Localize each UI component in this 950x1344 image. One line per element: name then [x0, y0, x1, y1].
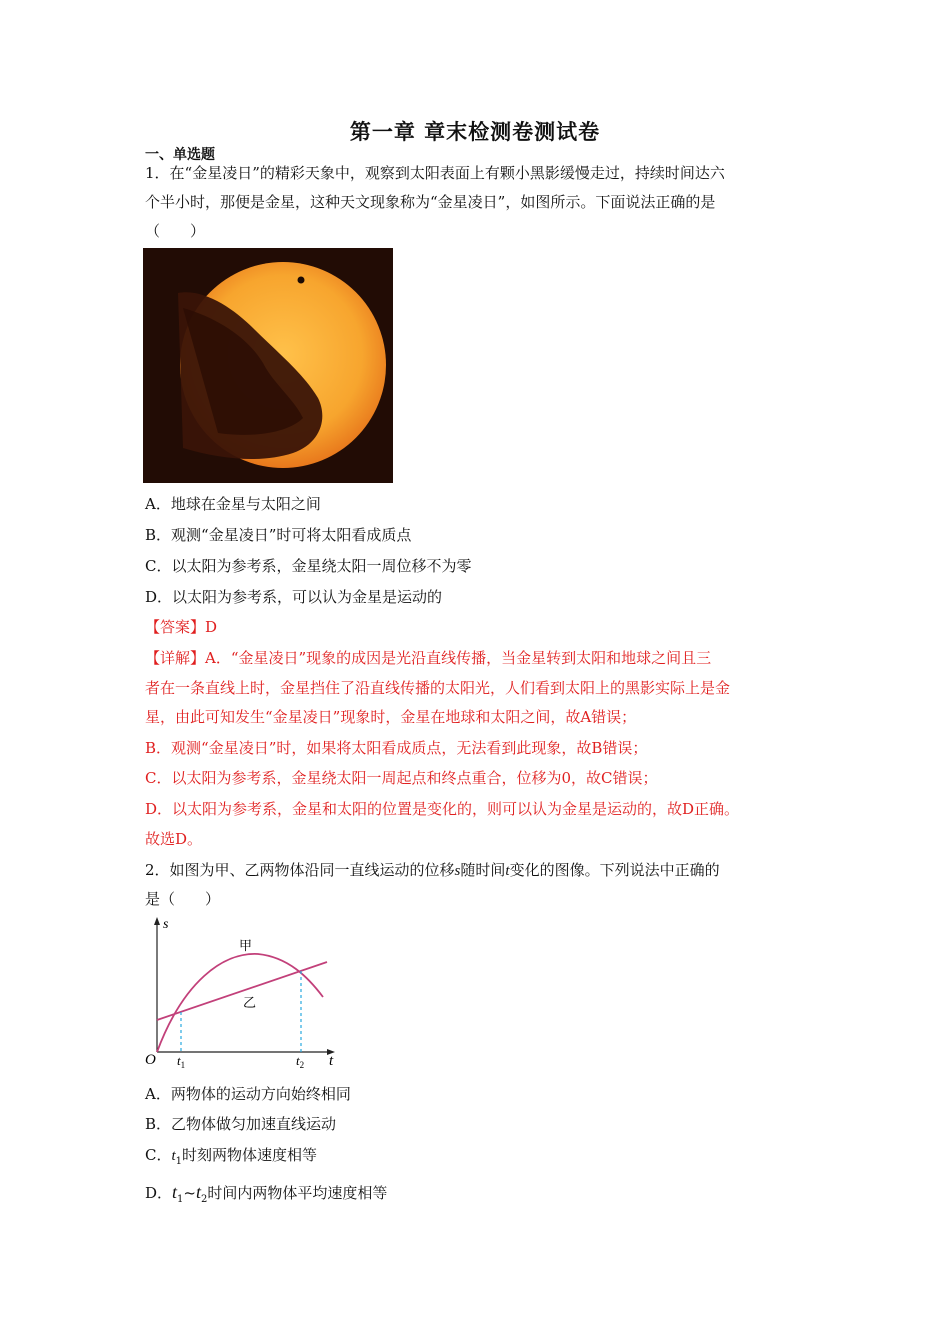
label-jia: 甲 — [239, 939, 253, 954]
s-axis-label: s — [163, 917, 169, 932]
q1-explain-line-1: 【详解】A．“金星凌日”现象的成因是光沿直线传播，当金星转到太阳和地球之间且三 — [145, 649, 712, 667]
q1-explain-line-3: 星，由此可知发生“金星凌日”现象时，金星在地球和太阳之间，故A错误； — [145, 708, 637, 726]
t-axis-label: t — [329, 1053, 334, 1069]
q1-option-b: B．观测“金星凌日”时可将太阳看成质点 — [145, 526, 412, 544]
q2-option-b: B．乙物体做匀加速直线运动 — [145, 1115, 337, 1133]
q2-option-d: D．$t_1\sim t_2$时间内两物体平均速度相等 — [145, 1182, 388, 1205]
q1-option-d: D．以太阳为参考系，可以认为金星是运动的 — [145, 588, 443, 606]
curve-jia — [157, 954, 323, 1052]
q1-option-c: C．以太阳为参考系，金星绕太阳一周位移不为零 — [145, 557, 472, 575]
q2-stem-line-1: 2．如图为甲、乙两物体沿同一直线运动的位移s随时间t变化的图像。下列说法中正确的 — [145, 861, 720, 879]
q1-option-a: A．地球在金星与太阳之间 — [145, 495, 321, 513]
label-yi: 乙 — [243, 996, 257, 1011]
venus-transit-photo — [143, 248, 393, 483]
t1-label: $t_1$ — [177, 1053, 186, 1070]
q2-option-c: C．$t_1$时刻两物体速度相等 — [145, 1146, 318, 1167]
q1-explain-line-4: B．观测“金星凌日”时，如果将太阳看成质点，无法看到此现象，故B错误； — [145, 739, 648, 757]
q1-explain-line-6: D．以太阳为参考系，金星和太阳的位置是变化的，则可以认为金星是运动的，故D正确。 — [145, 800, 740, 818]
page-title: 第一章 章末检测卷测试卷 — [349, 119, 601, 144]
q2-stem-line-2: 是（ ） — [145, 890, 221, 908]
section-heading: 一、单选题 — [145, 147, 215, 163]
origin-label: O — [145, 1052, 156, 1068]
q1-explain-line-7: 故选D。 — [145, 830, 203, 848]
displacement-time-graph — [143, 912, 343, 1074]
q1-answer: 【答案】D — [145, 618, 218, 636]
q1-explain-line-5: C．以太阳为参考系，金星绕太阳一周起点和终点重合，位移为0，故C错误； — [145, 769, 658, 787]
t2-label: $t_2$ — [296, 1053, 305, 1070]
q1-explain-line-2: 者在一条直线上时，金星挡住了沿直线传播的太阳光，人们看到太阳上的黑影实际上是金 — [145, 679, 731, 697]
q1-stem-line-3: （ ） — [145, 222, 206, 240]
q1-stem-line-2: 个半小时，那便是金星，这种天文现象称为“金星凌日”，如图所示。下面说法正确的是 — [145, 193, 716, 211]
q1-stem-line-1: 1．在“金星凌日”的精彩天象中，观察到太阳表面上有颗小黑影缓慢走过，持续时间达六 — [145, 164, 725, 182]
q2-option-a: A．两物体的运动方向始终相同 — [145, 1085, 351, 1103]
venus-dot — [298, 277, 305, 284]
